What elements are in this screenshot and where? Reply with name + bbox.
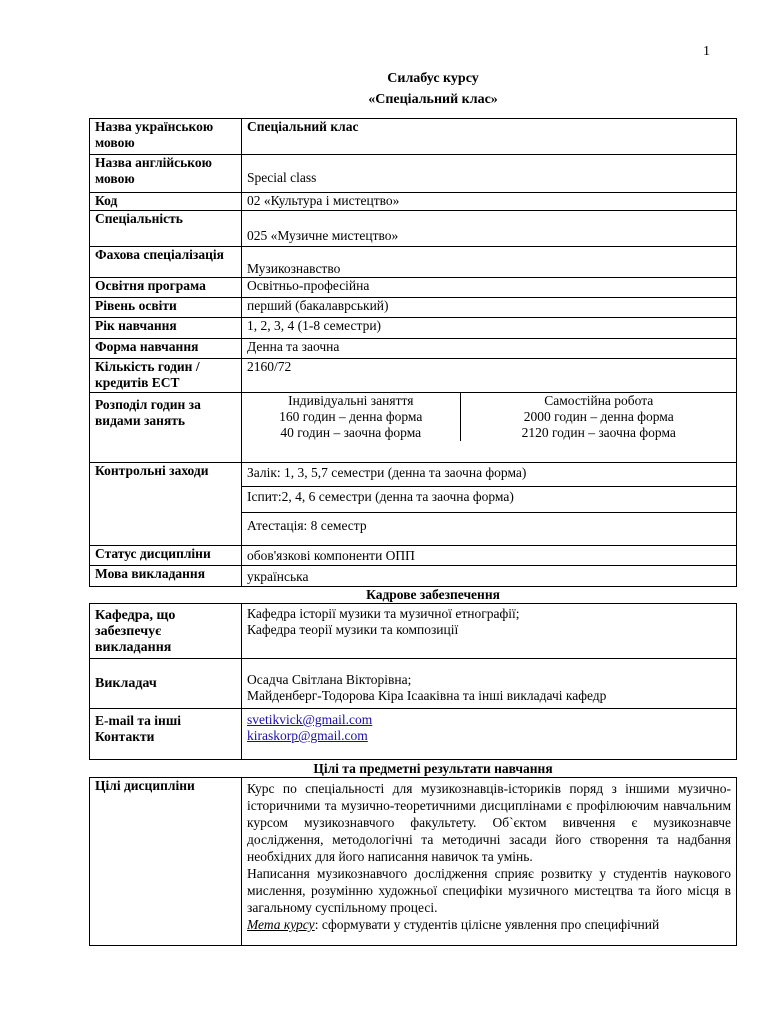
selfwork-cell: Самостійна робота 2000 годин – денна форма 2120 годин – заочна форма <box>521 393 676 440</box>
distribution-label: Розподіл годин за видами занять <box>90 393 242 463</box>
email-link-1[interactable]: svetikvick@gmail.com <box>247 712 373 727</box>
contacts-label: E-mail та інші Контакти <box>90 709 242 760</box>
contacts-value <box>242 709 737 760</box>
goals-heading: Цілі та предметні результати навчання <box>313 761 553 776</box>
course-info-table <box>89 118 737 587</box>
goals-paragraph-1: Курс по спеціальності для музикознавців-істориків поряд з іншими музично-історичними та музично-теоретичними дисциплінами є профілюючим навчальним курсом музикознавчого факультету. Об`єктом вивчення є музикознавче дослідження, методологічні та методичні засади його створення та надбання необхідних для його написання навичок та умінь. <box>247 781 731 864</box>
department-label: Кафедра, що забезпечує викладання <box>90 604 242 659</box>
control-label: Контрольні заходи <box>90 463 242 546</box>
status-value: обов'язкові компоненти ОПП <box>242 546 737 566</box>
code-label: Код <box>90 193 242 211</box>
staffing-heading: Кадрове забезпечення <box>366 587 500 602</box>
specialization-value: Музикознавство <box>242 247 737 278</box>
doc-title: Силабус курсу <box>387 71 479 86</box>
goals-text <box>242 778 737 946</box>
goals-paragraph-2: Написання музикознавчого дослідження сприяє розвитку у студентів наукового мислення, розумінню художньої специфіки музичного мистецтва та його місця в загальному суспільному процесі. <box>247 866 731 915</box>
year-label: Рік навчання <box>90 318 242 339</box>
hours-label: Кількість годин / кредитів ЕСТ <box>90 359 242 393</box>
language-label: Мова викладання <box>90 566 242 587</box>
form-value: Денна та заочна <box>242 339 737 359</box>
level-value: перший (бакалаврський) <box>242 298 737 318</box>
teacher-label: Викладач <box>90 659 242 709</box>
distribution-value <box>242 393 737 463</box>
control-exam: Іспит:2, 4, 6 семестри (денна та заочна форма) <box>242 487 737 513</box>
teacher-value: Осадча Світлана Вікторівна; Майденберг-Тодорова Кіра Ісааківна та інші викладачі кафедр <box>242 659 737 709</box>
specialization-label: Фахова спеціалізація <box>90 247 242 278</box>
individual-cell: Індивідуальні заняття 160 годин – денна форма 40 годин – заочна форма <box>242 393 460 441</box>
specialty-value: 025 «Музичне мистецтво» <box>242 211 737 247</box>
goals-aim: Мета курсу: сформувати у студентів цілісне уявлення про специфічний <box>247 917 660 932</box>
goals-table <box>89 777 737 946</box>
en-name-label: Назва англійською мовою <box>90 155 242 193</box>
control-attestation: Атестація: 8 семестр <box>242 513 737 546</box>
control-credit: Залік: 1, 3, 5,7 семестри (денна та заочна форма) <box>242 463 737 487</box>
program-value: Освітньо-професійна <box>242 278 737 298</box>
staffing-table <box>89 603 737 760</box>
form-label: Форма навчання <box>90 339 242 359</box>
language-value: українська <box>242 566 737 587</box>
program-label: Освітня програма <box>90 278 242 298</box>
code-value: 02 «Культура і мистецтво» <box>242 193 737 211</box>
year-value: 1, 2, 3, 4 (1-8 семестри) <box>242 318 737 339</box>
en-name-value: Special class <box>242 155 737 193</box>
ua-name-label: Назва українською мовою <box>90 119 242 155</box>
ua-name-value: Спеціальний клас <box>242 119 737 155</box>
hours-value: 2160/72 <box>242 359 737 393</box>
status-label: Статус дисципліни <box>90 546 242 566</box>
email-link-2[interactable]: kiraskorp@gmail.com <box>247 728 368 743</box>
page-number: 1 <box>703 44 710 59</box>
level-label: Рівень освіти <box>90 298 242 318</box>
goals-label: Цілі дисципліни <box>90 778 242 946</box>
distribution-subtable <box>242 393 737 441</box>
doc-subtitle: «Спеціальний клас» <box>368 92 498 107</box>
specialty-label: Спеціальність <box>90 211 242 247</box>
department-value: Кафедра історії музики та музичної етнографії; Кафедра теорії музики та композиції <box>242 604 737 659</box>
